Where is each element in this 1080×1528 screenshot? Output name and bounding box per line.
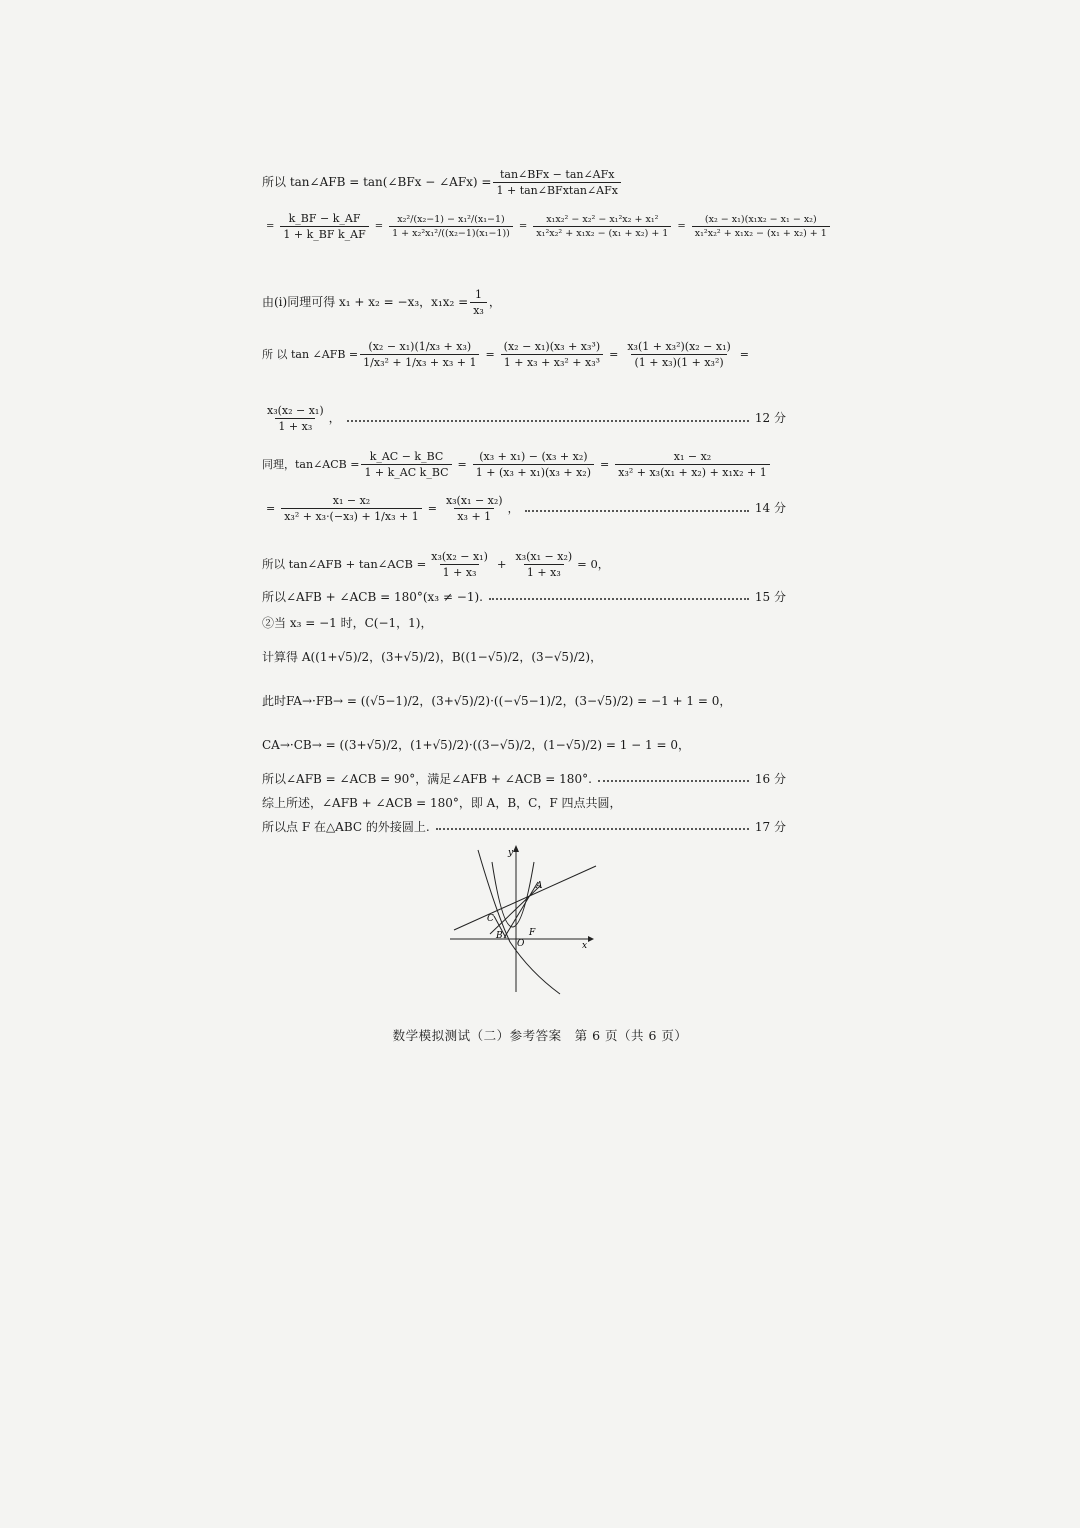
equation-line-15 xyxy=(262,796,621,810)
eq4-f2-num: (x₂ − x₁)(x₃ + x₃³) xyxy=(503,340,601,353)
equation-line-14 xyxy=(262,772,786,786)
eq8-f2-num: x₃(x₁ − x₂) xyxy=(515,550,573,563)
eq6-f3-num: x₁ − x₂ xyxy=(673,450,712,463)
eq9-text: 所以∠AFB + ∠ACB = 180°(x₃ ≠ −1). xyxy=(262,590,483,604)
eq7-fraction-1 xyxy=(281,494,422,523)
eq7-f1-den: x₃² + x₃·(−x₃) + 1/x₃ + 1 xyxy=(281,508,422,523)
eq2-f2-num: x₂²/(x₂−1) − x₁²/(x₁−1) xyxy=(397,213,505,225)
eq13-text: CA→·CB→ = ((3+√5)/2，(1+√5)/2)·((3−√5)/2，(1−√5)/2) = 1 − 1 = 0， xyxy=(262,738,690,752)
eq8-f1-den: 1 + x₃ xyxy=(440,564,480,579)
eq8-f2-den: 1 + x₃ xyxy=(524,564,564,579)
eq5-num: x₃(x₂ − x₁) xyxy=(267,404,324,417)
eq5-den: 1 + x₃ xyxy=(275,418,315,433)
eq7-f2-num: x₃(x₁ − x₂) xyxy=(445,494,503,507)
eq2-f2-den: 1 + x₂²x₁²/((x₂−1)(x₁−1)) xyxy=(389,226,513,239)
equation-line-7: = $\frac{\text{x₁ − x₂}}{\text{x₃² + x₃·(−x₃) + 1/x₃ + 1}}$ = $\frac{\text{x₃(x₁ − x₂)}}{\text{x₃ + 1}}$ ， 14 分 xyxy=(266,494,786,524)
eq2-f4-num: (x₂ − x₁)(x₁x₂ − x₁ − x₂) xyxy=(704,213,817,225)
x-axis-arrow-icon xyxy=(588,936,594,942)
eq1-fraction xyxy=(493,168,620,197)
eq4-fraction-1 xyxy=(360,340,479,369)
eq15-text: 综上所述，∠AFB + ∠ACB = 180°，即 A，B，C，F 四点共圆， xyxy=(262,796,622,810)
eq1-denominator: 1 + tan∠BFxtan∠AFx xyxy=(493,182,620,197)
leader-dots xyxy=(436,828,749,830)
eq6-f1-den: 1 + k_AC k_BC xyxy=(361,464,451,479)
eq11-text: 计算得 A((1+√5)/2，(3+√5)/2)，B((1−√5)/2，(3−√5)/2)， xyxy=(262,650,603,664)
eq4-prefix: 所 以 tan ∠AFB = xyxy=(262,348,359,362)
eq4-f2-den: 1 + x₃ + x₃² + x₃³ xyxy=(501,354,603,369)
leader-dots xyxy=(598,780,749,782)
eq4-f1-num: (x₂ − x₁)(1/x₃ + x₃) xyxy=(368,340,472,353)
eq16-text: 所以点 F 在△ABC 的外接圆上. xyxy=(262,820,430,834)
eq2-f4-den: x₁²x₂² + x₁x₂ − (x₁ + x₂) + 1 xyxy=(692,226,830,239)
equation-line-11 xyxy=(262,650,602,664)
leader-dots xyxy=(525,510,749,512)
equation-line-5: $\frac{\text{x₃(x₂ − x₁)}}{\text{1 + x₃}}$ ， 12 分 xyxy=(262,404,786,433)
geometry-figure xyxy=(450,842,600,997)
eq2-f1-num: k_BF − k_AF xyxy=(288,212,361,225)
equation-line-13 xyxy=(262,738,690,752)
label-y: y xyxy=(508,848,514,858)
eq3-den: x₃ xyxy=(470,302,487,317)
equation-line-16 xyxy=(262,820,786,834)
eq6-fraction-3 xyxy=(615,450,770,479)
label-x: x xyxy=(582,941,588,951)
eq8-fraction-1 xyxy=(428,550,491,579)
leader-dots xyxy=(489,598,749,600)
score-14: 14 分 xyxy=(754,501,786,516)
eq4-fraction-2 xyxy=(501,340,603,369)
page-footer: 数学模拟测试（二）参考答案 第 6 页（共 6 页） xyxy=(392,1028,688,1043)
eq2-fraction-4 xyxy=(692,214,830,240)
equation-line-8: 所以 tan∠AFB + tan∠ACB = $\frac{\text{x₃(x₂ − x₁)}}{\text{1 + x₃}}$ + $\frac{\text{x₃(x₁ − x₂)}}{\text{1 + x₃}}$ = 0， xyxy=(262,550,610,580)
eq8-suffix: = 0， xyxy=(577,556,610,571)
label-f: F xyxy=(529,928,536,938)
eq6-prefix: 同理，tan∠ACB = xyxy=(262,458,360,472)
eq2-f3-den: x₁²x₂² + x₁x₂ − (x₁ + x₂) + 1 xyxy=(533,226,671,239)
eq2-f3-num: x₁x₂² − x₂² − x₁²x₂ + x₁² xyxy=(546,213,659,225)
eq2-fraction-2 xyxy=(389,214,513,240)
eq2-fraction-1 xyxy=(280,212,368,241)
eq4-f1-den: 1/x₃² + 1/x₃ + x₃ + 1 xyxy=(360,354,479,369)
eq14-text: 所以∠AFB = ∠ACB = 90°，满足∠AFB + ∠ACB = 180°. xyxy=(262,772,592,786)
eq7-fraction-2 xyxy=(443,494,506,523)
eq7-f1-num: x₁ − x₂ xyxy=(332,494,371,507)
label-o: O xyxy=(517,939,525,949)
equation-line-12 xyxy=(262,694,731,708)
eq8-prefix: 所以 tan∠AFB + tan∠ACB = xyxy=(262,556,427,571)
y-axis-arrow-icon xyxy=(513,845,519,852)
eq2-f1-den: 1 + k_BF k_AF xyxy=(280,226,368,241)
eq3-fraction xyxy=(470,288,487,317)
equation-line-10 xyxy=(262,616,432,630)
eq10-text: ②当 x₃ = −1 时，C(−1，1)， xyxy=(262,616,433,630)
eq3-text: 由(i)同理可得 x₁ + x₂ = −x₃，x₁x₂ = xyxy=(262,295,469,310)
score-15: 15 分 xyxy=(754,590,786,604)
equation-line-1 xyxy=(262,168,623,197)
score-12: 12 分 xyxy=(754,411,786,426)
eq4-f3-num: x₃(1 + x₃²)(x₂ − x₁) xyxy=(627,340,731,353)
eq6-f3-den: x₃² + x₃(x₁ + x₂) + x₁x₂ + 1 xyxy=(615,464,770,479)
label-c: C xyxy=(487,914,494,924)
score-17: 17 分 xyxy=(754,820,786,834)
eq7-f2-den: x₃ + 1 xyxy=(454,508,494,523)
eq8-f1-num: x₃(x₂ − x₁) xyxy=(431,550,488,563)
eq6-fraction-2 xyxy=(473,450,594,479)
equation-line-9 xyxy=(262,590,786,604)
label-b: B xyxy=(496,931,503,941)
equation-line-6: 同理，tan∠ACB = $\frac{k\_AC - k\_BC}{\text{1 + k\_AC k\_BC}}$ = $\frac{\text{(x₃ + x₁) − (x₃ + x₂)}}{\text{1 + (x₃ + x₁)(x₃ + x₂)}}$ = $\frac{\text{x₁ − x₂}}{\text{x₃² + x₃(x₁ + x₂) + x₁x₂ + 1}}$ xyxy=(262,450,772,479)
eq6-fraction-1 xyxy=(361,450,451,479)
line-ca xyxy=(454,866,596,930)
parabola-curve xyxy=(492,862,534,927)
eq4-f3-den: (1 + x₃)(1 + x₃²) xyxy=(631,354,726,369)
label-a: A xyxy=(536,881,543,891)
eq5-fraction xyxy=(264,404,327,433)
equation-line-4: 所 以 tan ∠AFB = $\frac{\text{(x₂ − x₁)(1/x₃ + x₃)}}{\text{1/x₃² + 1/x₃ + x₃ + 1}}$ = $\frac{\text{(x₂ − x₁)(x₃ + x₃³)}}{\text{1 + x₃ + x₃² + x₃³}}$ = $\frac{\text{x₃(1 + x₃²)(x₂ − x₁)}}{\text{(1 + x₃)(1 + x₃²)}}$ = xyxy=(262,340,750,370)
eq6-f2-num: (x₃ + x₁) − (x₃ + x₂) xyxy=(479,450,588,463)
leader-dots xyxy=(347,420,749,422)
equation-line-2: = $\frac{k\_BF - k\_AF}{\text{1 + k\_BF k\_AF}}$ = $\frac{\text{x₂²/(x₂−1) − x₁²/(x₁−1)}}{\text{1 + x₂²x₁²/((x₂−1)(x₁−1))}}$ = $\frac{\text{x₁x₂² − x₂² − x₁²x₂ + x₁²}}{\text{x₁²x₂² + x₁x₂ − (x₁ + x₂) + 1}}$ = $\frac{\text{(x₂ − x₁)(x₁x₂ − x₁ − x₂)}}{\text{x₁²x₂² + x₁x₂ − (x₁ + x₂) + 1}}$ xyxy=(262,212,832,241)
eq1-prefix: 所以 tan∠AFB = tan(∠BFx − ∠AFx) = xyxy=(262,175,492,190)
eq2-fraction-3 xyxy=(533,214,671,240)
eq6-f2-den: 1 + (x₃ + x₁)(x₃ + x₂) xyxy=(473,464,594,479)
eq8-fraction-2 xyxy=(513,550,576,579)
eq3-num: 1 xyxy=(475,288,483,301)
equation-line-3: 由(i)同理可得 x₁ + x₂ = −x₃，x₁x₂ = $\frac{1}{\text{x₃}}$ ， xyxy=(262,288,501,318)
eq12-text: 此时FA→·FB→ = ((√5−1)/2，(3+√5)/2)·((−√5−1)/2，(3−√5)/2) = −1 + 1 = 0， xyxy=(262,694,732,708)
score-16: 16 分 xyxy=(754,772,786,786)
eq4-fraction-3 xyxy=(624,340,733,369)
eq6-f1-num: k_AC − k_BC xyxy=(369,450,444,463)
eq1-numerator: tan∠BFx − tan∠AFx xyxy=(499,168,615,181)
